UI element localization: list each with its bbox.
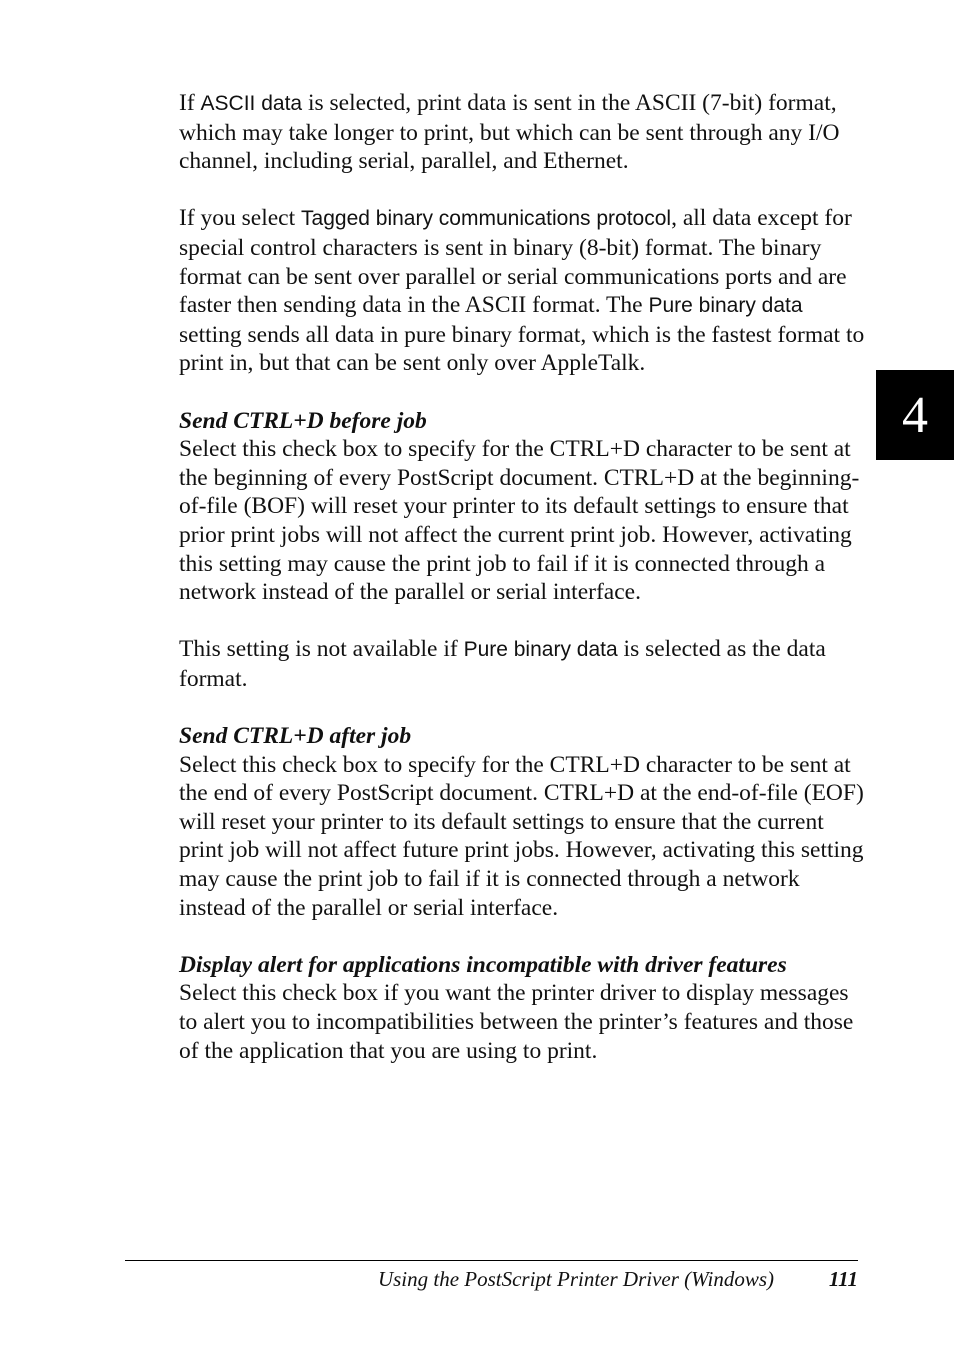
ascii-data-paragraph <box>179 89 865 176</box>
page-body <box>179 89 865 1094</box>
ctrl-d-before-section <box>179 407 865 607</box>
text-run: is selected as the data format. <box>179 636 826 692</box>
text-run: setting sends all data in pure binary format, which is the fastest format to print in, but that can be sent only over AppleTalk. <box>179 321 865 377</box>
display-alert-section <box>179 951 865 1065</box>
pure-binary-setting-name: Pure binary data <box>648 294 803 318</box>
ctrl-d-before-description: Select this check box to specify for the CTRL+D character to be sent at the beginning of every PostScript document. CTRL+D at the beginning-of-file (BOF) will reset your printer to its default settings to ensure that prior print jobs will not affect the current print job. However, activating this setting may cause the print job to fail if it is connected through a network instead of the parallel or serial interface. <box>179 436 860 606</box>
availability-note-paragraph <box>179 635 865 693</box>
ctrl-d-after-description: Select this check box to specify for the CTRL+D character to be sent at the end of every PostScript document. CTRL+D at the end-of-file (EOF) will reset your printer to its default settings to ensure that the current print job will not affect future print jobs. However, activating this setting may cause the print job to fail if it is connected through a network instead of the parallel or serial interface. <box>179 751 864 921</box>
display-alert-description: Select this check box if you want the printer driver to display messages to alert you to incompatibilities between the printer’s features and those of the application that you are using to print. <box>179 980 854 1064</box>
display-alert-heading: Display alert for applications incompatible with driver features <box>179 951 787 978</box>
text-run: If <box>179 90 201 116</box>
binary-protocol-paragraph <box>179 204 865 378</box>
page-footer <box>125 1264 858 1294</box>
chapter-tab: 4 <box>876 370 954 460</box>
text-run: This setting is not available if <box>179 636 464 663</box>
page-number: 111 <box>828 1267 858 1291</box>
text-run: If you select <box>179 205 302 232</box>
footer-title: Using the PostScript Printer Driver (Windows) <box>377 1267 774 1291</box>
text-run: is selected, print data is sent in the ASCII (7-bit) format, which may take longer to print, but which can be sent through any I/O channel, including serial, parallel, and Ethernet. <box>179 90 840 175</box>
pure-binary-setting-name: Pure binary data <box>463 638 618 662</box>
text-run: , all data except for special control characters is sent in binary (8-bit) format. The binary format can be sent over parallel or serial communications ports and are faster then sending data in the ASCII format. The <box>179 205 852 319</box>
tagged-binary-setting-name: Tagged binary communications protocol <box>301 207 672 231</box>
footer-divider <box>125 1260 858 1261</box>
ctrl-d-before-heading: Send CTRL+D before job <box>179 407 427 434</box>
ctrl-d-after-section <box>179 722 865 922</box>
ascii-data-setting-name: ASCII data <box>200 92 303 115</box>
ctrl-d-after-heading: Send CTRL+D after job <box>179 723 412 750</box>
